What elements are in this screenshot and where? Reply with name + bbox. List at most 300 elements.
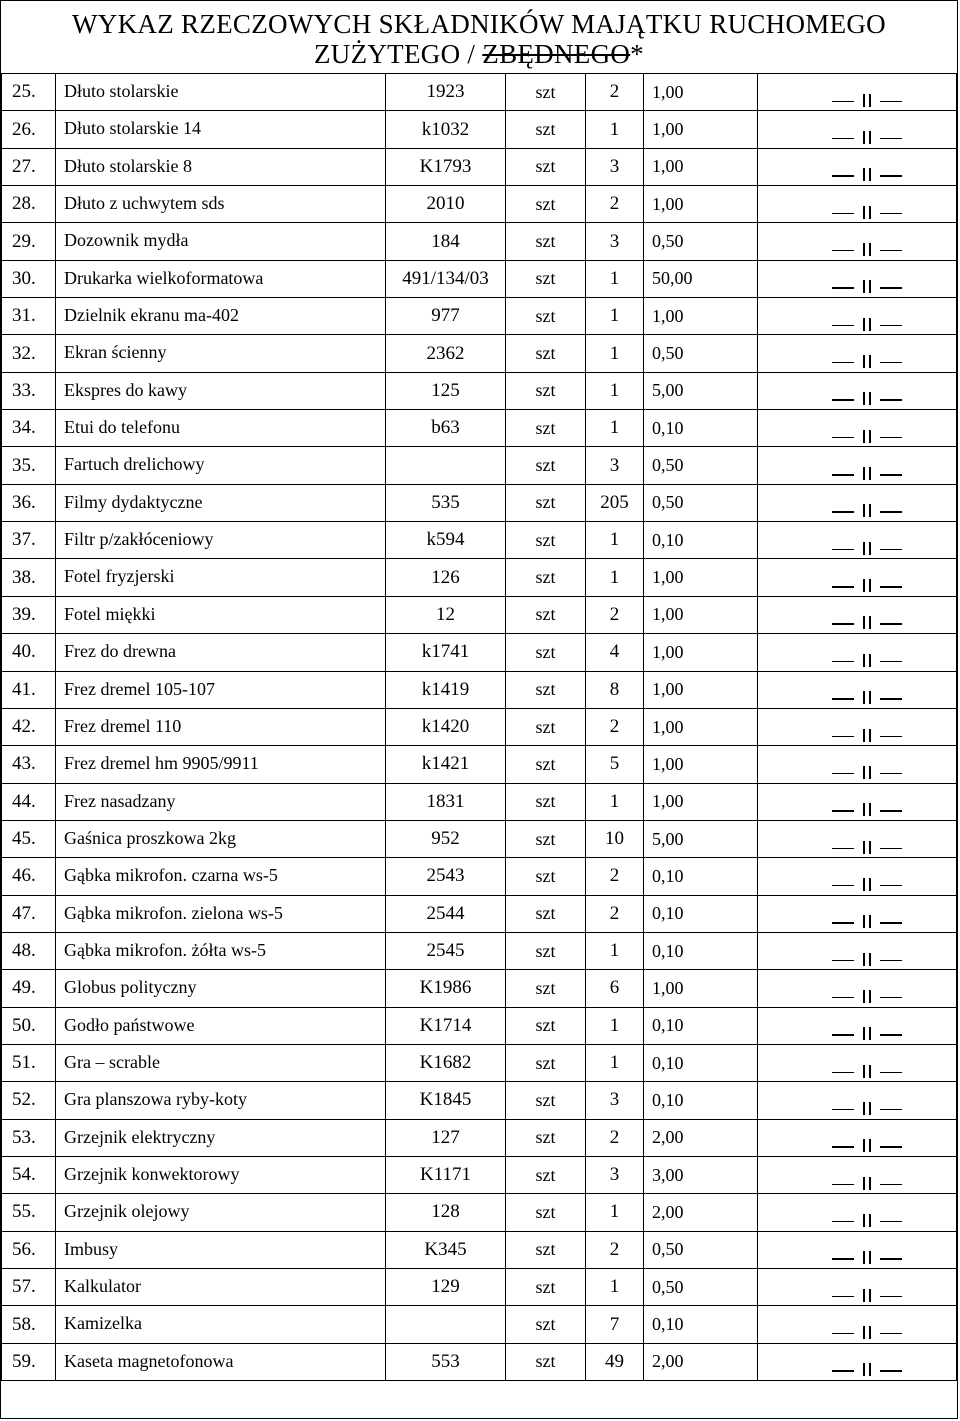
table-row bbox=[2, 410, 957, 447]
inventory-number-cell: k1032 bbox=[386, 111, 506, 148]
inventory-number-cell: 2362 bbox=[386, 335, 506, 372]
value-cell: 2,00 bbox=[644, 1194, 758, 1231]
table-row bbox=[2, 522, 957, 559]
quantity-cell: 1 bbox=[586, 260, 644, 297]
value-cell: 0,10 bbox=[644, 895, 758, 932]
inventory-number-cell: 184 bbox=[386, 223, 506, 260]
row-number-cell: 52. bbox=[2, 1082, 56, 1119]
unit-cell: szt bbox=[506, 522, 586, 559]
unit-cell: szt bbox=[506, 484, 586, 521]
ditto-mark-cell bbox=[758, 111, 957, 148]
ditto-mark bbox=[832, 799, 902, 819]
value-cell: 2,00 bbox=[644, 1119, 758, 1156]
ditto-mark-cell bbox=[758, 1231, 957, 1268]
ditto-mark-cell bbox=[758, 372, 957, 409]
ditto-mark bbox=[832, 612, 902, 632]
ditto-mark bbox=[832, 911, 902, 931]
quantity-cell: 3 bbox=[586, 447, 644, 484]
quantity-cell: 3 bbox=[586, 148, 644, 185]
value-cell: 1,00 bbox=[644, 148, 758, 185]
quantity-cell: 1 bbox=[586, 783, 644, 820]
value-cell: 0,50 bbox=[644, 335, 758, 372]
row-number-cell: 32. bbox=[2, 335, 56, 372]
ditto-mark bbox=[832, 874, 902, 894]
row-number-cell: 42. bbox=[2, 708, 56, 745]
title-prefix: ZUŻYTEGO / bbox=[314, 39, 483, 69]
table-row bbox=[2, 1306, 957, 1343]
ditto-mark bbox=[832, 1210, 902, 1230]
ditto-mark bbox=[832, 949, 902, 969]
item-name-cell: Gra planszowa ryby-koty bbox=[56, 1082, 386, 1119]
asset-table bbox=[1, 73, 957, 1381]
inventory-number-cell: 952 bbox=[386, 820, 506, 857]
unit-cell: szt bbox=[506, 671, 586, 708]
row-number-cell: 58. bbox=[2, 1306, 56, 1343]
quantity-cell: 6 bbox=[586, 970, 644, 1007]
table-row bbox=[2, 970, 957, 1007]
value-cell: 5,00 bbox=[644, 372, 758, 409]
ditto-mark-cell bbox=[758, 522, 957, 559]
row-number-cell: 26. bbox=[2, 111, 56, 148]
row-number-cell: 43. bbox=[2, 746, 56, 783]
inventory-number-cell: 535 bbox=[386, 484, 506, 521]
inventory-number-cell: 491/134/03 bbox=[386, 260, 506, 297]
quantity-cell: 2 bbox=[586, 74, 644, 111]
value-cell: 0,50 bbox=[644, 1269, 758, 1306]
ditto-mark-cell bbox=[758, 148, 957, 185]
ditto-mark-cell bbox=[758, 447, 957, 484]
inventory-number-cell: K1986 bbox=[386, 970, 506, 1007]
item-name-cell: Kalkulator bbox=[56, 1269, 386, 1306]
row-number-cell: 57. bbox=[2, 1269, 56, 1306]
quantity-cell: 3 bbox=[586, 1156, 644, 1193]
unit-cell: szt bbox=[506, 783, 586, 820]
row-number-cell: 41. bbox=[2, 671, 56, 708]
inventory-number-cell: K1793 bbox=[386, 148, 506, 185]
unit-cell: szt bbox=[506, 932, 586, 969]
ditto-mark bbox=[832, 1322, 902, 1342]
item-name-cell: Grzejnik konwektorowy bbox=[56, 1156, 386, 1193]
item-name-cell: Drukarka wielkoformatowa bbox=[56, 260, 386, 297]
unit-cell: szt bbox=[506, 447, 586, 484]
table-row bbox=[2, 447, 957, 484]
inventory-number-cell: K1682 bbox=[386, 1044, 506, 1081]
inventory-number-cell: 2545 bbox=[386, 932, 506, 969]
item-name-cell: Frez dremel 110 bbox=[56, 708, 386, 745]
ditto-mark bbox=[832, 837, 902, 857]
row-number-cell: 34. bbox=[2, 410, 56, 447]
inventory-number-cell: 125 bbox=[386, 372, 506, 409]
table-row bbox=[2, 783, 957, 820]
value-cell: 0,50 bbox=[644, 447, 758, 484]
unit-cell: szt bbox=[506, 1343, 586, 1380]
title-line-2 bbox=[1, 39, 957, 69]
inventory-number-cell: k1741 bbox=[386, 634, 506, 671]
quantity-cell: 1 bbox=[586, 559, 644, 596]
table-row bbox=[2, 858, 957, 895]
inventory-number-cell bbox=[386, 1306, 506, 1343]
item-name-cell: Dłuto stolarskie bbox=[56, 74, 386, 111]
item-name-cell: Fotel miękki bbox=[56, 596, 386, 633]
item-name-cell: Dłuto stolarskie 14 bbox=[56, 111, 386, 148]
unit-cell: szt bbox=[506, 1119, 586, 1156]
inventory-number-cell: K1714 bbox=[386, 1007, 506, 1044]
title-suffix: * bbox=[630, 39, 644, 69]
ditto-mark-cell bbox=[758, 634, 957, 671]
ditto-mark bbox=[832, 1135, 902, 1155]
inventory-number-cell: 127 bbox=[386, 1119, 506, 1156]
item-name-cell: Fotel fryzjerski bbox=[56, 559, 386, 596]
table-row bbox=[2, 820, 957, 857]
ditto-mark bbox=[832, 164, 902, 184]
ditto-mark bbox=[832, 1061, 902, 1081]
quantity-cell: 2 bbox=[586, 596, 644, 633]
inventory-number-cell: k1419 bbox=[386, 671, 506, 708]
value-cell: 2,00 bbox=[644, 1343, 758, 1380]
item-name-cell: Frez dremel 105-107 bbox=[56, 671, 386, 708]
inventory-number-cell: 126 bbox=[386, 559, 506, 596]
row-number-cell: 36. bbox=[2, 484, 56, 521]
item-name-cell: Grzejnik olejowy bbox=[56, 1194, 386, 1231]
inventory-number-cell: 129 bbox=[386, 1269, 506, 1306]
value-cell: 50,00 bbox=[644, 260, 758, 297]
quantity-cell: 49 bbox=[586, 1343, 644, 1380]
ditto-mark-cell bbox=[758, 858, 957, 895]
unit-cell: szt bbox=[506, 1269, 586, 1306]
item-name-cell: Gra – scrable bbox=[56, 1044, 386, 1081]
ditto-mark-cell bbox=[758, 708, 957, 745]
unit-cell: szt bbox=[506, 746, 586, 783]
row-number-cell: 27. bbox=[2, 148, 56, 185]
item-name-cell: Dozownik mydła bbox=[56, 223, 386, 260]
unit-cell: szt bbox=[506, 1007, 586, 1044]
table-row bbox=[2, 1119, 957, 1156]
unit-cell: szt bbox=[506, 634, 586, 671]
table-row bbox=[2, 148, 957, 185]
value-cell: 0,10 bbox=[644, 1306, 758, 1343]
row-number-cell: 50. bbox=[2, 1007, 56, 1044]
inventory-number-cell: 2543 bbox=[386, 858, 506, 895]
value-cell: 1,00 bbox=[644, 596, 758, 633]
ditto-mark-cell bbox=[758, 783, 957, 820]
row-number-cell: 40. bbox=[2, 634, 56, 671]
row-number-cell: 49. bbox=[2, 970, 56, 1007]
table-row bbox=[2, 708, 957, 745]
unit-cell: szt bbox=[506, 858, 586, 895]
quantity-cell: 2 bbox=[586, 186, 644, 223]
item-name-cell: Frez do drewna bbox=[56, 634, 386, 671]
unit-cell: szt bbox=[506, 559, 586, 596]
table-row bbox=[2, 186, 957, 223]
item-name-cell: Dłuto z uchwytem sds bbox=[56, 186, 386, 223]
value-cell: 1,00 bbox=[644, 671, 758, 708]
inventory-number-cell: 1923 bbox=[386, 74, 506, 111]
item-name-cell: Ekspres do kawy bbox=[56, 372, 386, 409]
inventory-number-cell: 2010 bbox=[386, 186, 506, 223]
quantity-cell: 1 bbox=[586, 372, 644, 409]
ditto-mark-cell bbox=[758, 1156, 957, 1193]
unit-cell: szt bbox=[506, 186, 586, 223]
item-name-cell: Filmy dydaktyczne bbox=[56, 484, 386, 521]
value-cell: 1,00 bbox=[644, 74, 758, 111]
quantity-cell: 1 bbox=[586, 410, 644, 447]
inventory-number-cell: K345 bbox=[386, 1231, 506, 1268]
table-row bbox=[2, 1044, 957, 1081]
table-row bbox=[2, 1082, 957, 1119]
quantity-cell: 1 bbox=[586, 1044, 644, 1081]
unit-cell: szt bbox=[506, 895, 586, 932]
quantity-cell: 1 bbox=[586, 1007, 644, 1044]
table-row bbox=[2, 634, 957, 671]
inventory-number-cell: k1420 bbox=[386, 708, 506, 745]
quantity-cell: 2 bbox=[586, 1231, 644, 1268]
row-number-cell: 44. bbox=[2, 783, 56, 820]
table-row bbox=[2, 335, 957, 372]
table-row bbox=[2, 298, 957, 335]
quantity-cell: 1 bbox=[586, 111, 644, 148]
ditto-mark bbox=[832, 538, 902, 558]
item-name-cell: Filtr p/zakłóceniowy bbox=[56, 522, 386, 559]
ditto-mark-cell bbox=[758, 260, 957, 297]
item-name-cell: Frez dremel hm 9905/9911 bbox=[56, 746, 386, 783]
item-name-cell: Grzejnik elektryczny bbox=[56, 1119, 386, 1156]
value-cell: 1,00 bbox=[644, 634, 758, 671]
unit-cell: szt bbox=[506, 970, 586, 1007]
row-number-cell: 25. bbox=[2, 74, 56, 111]
ditto-mark-cell bbox=[758, 1306, 957, 1343]
inventory-number-cell: k594 bbox=[386, 522, 506, 559]
value-cell: 1,00 bbox=[644, 708, 758, 745]
unit-cell: szt bbox=[506, 1194, 586, 1231]
quantity-cell: 4 bbox=[586, 634, 644, 671]
ditto-mark bbox=[832, 1285, 902, 1305]
quantity-cell: 1 bbox=[586, 335, 644, 372]
row-number-cell: 51. bbox=[2, 1044, 56, 1081]
value-cell: 1,00 bbox=[644, 186, 758, 223]
unit-cell: szt bbox=[506, 596, 586, 633]
row-number-cell: 53. bbox=[2, 1119, 56, 1156]
row-number-cell: 54. bbox=[2, 1156, 56, 1193]
row-number-cell: 31. bbox=[2, 298, 56, 335]
ditto-mark-cell bbox=[758, 1269, 957, 1306]
ditto-mark bbox=[832, 239, 902, 259]
item-name-cell: Gąbka mikrofon. zielona ws-5 bbox=[56, 895, 386, 932]
ditto-mark bbox=[832, 762, 902, 782]
quantity-cell: 3 bbox=[586, 1082, 644, 1119]
ditto-mark-cell bbox=[758, 186, 957, 223]
ditto-mark-cell bbox=[758, 1007, 957, 1044]
ditto-mark bbox=[832, 1173, 902, 1193]
quantity-cell: 2 bbox=[586, 895, 644, 932]
row-number-cell: 35. bbox=[2, 447, 56, 484]
value-cell: 5,00 bbox=[644, 820, 758, 857]
ditto-mark-cell bbox=[758, 1044, 957, 1081]
quantity-cell: 2 bbox=[586, 708, 644, 745]
ditto-mark bbox=[832, 127, 902, 147]
value-cell: 1,00 bbox=[644, 111, 758, 148]
ditto-mark bbox=[832, 1098, 902, 1118]
quantity-cell: 8 bbox=[586, 671, 644, 708]
ditto-mark-cell bbox=[758, 335, 957, 372]
ditto-mark bbox=[832, 426, 902, 446]
unit-cell: szt bbox=[506, 708, 586, 745]
row-number-cell: 30. bbox=[2, 260, 56, 297]
value-cell: 1,00 bbox=[644, 559, 758, 596]
ditto-mark-cell bbox=[758, 970, 957, 1007]
value-cell: 1,00 bbox=[644, 783, 758, 820]
item-name-cell: Godło państwowe bbox=[56, 1007, 386, 1044]
inventory-number-cell: 553 bbox=[386, 1343, 506, 1380]
item-name-cell: Kamizelka bbox=[56, 1306, 386, 1343]
row-number-cell: 37. bbox=[2, 522, 56, 559]
item-name-cell: Etui do telefonu bbox=[56, 410, 386, 447]
inventory-number-cell: k1421 bbox=[386, 746, 506, 783]
quantity-cell: 205 bbox=[586, 484, 644, 521]
inventory-number-cell bbox=[386, 447, 506, 484]
ditto-mark-cell bbox=[758, 410, 957, 447]
value-cell: 0,10 bbox=[644, 858, 758, 895]
table-row bbox=[2, 1194, 957, 1231]
unit-cell: szt bbox=[506, 1156, 586, 1193]
document-title bbox=[1, 1, 957, 73]
unit-cell: szt bbox=[506, 1044, 586, 1081]
table-row bbox=[2, 1156, 957, 1193]
value-cell: 0,10 bbox=[644, 1044, 758, 1081]
ditto-mark bbox=[832, 276, 902, 296]
table-row bbox=[2, 1269, 957, 1306]
row-number-cell: 38. bbox=[2, 559, 56, 596]
inventory-number-cell: 977 bbox=[386, 298, 506, 335]
value-cell: 1,00 bbox=[644, 970, 758, 1007]
ditto-mark bbox=[832, 351, 902, 371]
ditto-mark-cell bbox=[758, 74, 957, 111]
ditto-mark bbox=[832, 90, 902, 110]
ditto-mark bbox=[832, 575, 902, 595]
table-row bbox=[2, 260, 957, 297]
title-struck-word: ZBĘDNEGO bbox=[482, 39, 631, 69]
table-row bbox=[2, 559, 957, 596]
quantity-cell: 2 bbox=[586, 858, 644, 895]
table-row bbox=[2, 1007, 957, 1044]
value-cell: 1,00 bbox=[644, 746, 758, 783]
unit-cell: szt bbox=[506, 260, 586, 297]
inventory-number-cell: b63 bbox=[386, 410, 506, 447]
ditto-mark-cell bbox=[758, 746, 957, 783]
table-row bbox=[2, 74, 957, 111]
unit-cell: szt bbox=[506, 372, 586, 409]
unit-cell: szt bbox=[506, 820, 586, 857]
unit-cell: szt bbox=[506, 410, 586, 447]
unit-cell: szt bbox=[506, 1082, 586, 1119]
row-number-cell: 47. bbox=[2, 895, 56, 932]
ditto-mark bbox=[832, 463, 902, 483]
value-cell: 1,00 bbox=[644, 298, 758, 335]
ditto-mark bbox=[832, 500, 902, 520]
item-name-cell: Gąbka mikrofon. żółta ws-5 bbox=[56, 932, 386, 969]
unit-cell: szt bbox=[506, 111, 586, 148]
table-row bbox=[2, 1343, 957, 1380]
ditto-mark-cell bbox=[758, 1082, 957, 1119]
table-row bbox=[2, 671, 957, 708]
quantity-cell: 10 bbox=[586, 820, 644, 857]
table-row bbox=[2, 111, 957, 148]
ditto-mark-cell bbox=[758, 1119, 957, 1156]
unit-cell: szt bbox=[506, 1306, 586, 1343]
item-name-cell: Frez nasadzany bbox=[56, 783, 386, 820]
row-number-cell: 39. bbox=[2, 596, 56, 633]
value-cell: 0,50 bbox=[644, 1231, 758, 1268]
asset-table-body bbox=[2, 74, 957, 1381]
value-cell: 0,50 bbox=[644, 223, 758, 260]
ditto-mark bbox=[832, 650, 902, 670]
title-line-1: WYKAZ RZECZOWYCH SKŁADNIKÓW MAJĄTKU RUCHOMEGO bbox=[72, 9, 886, 39]
quantity-cell: 1 bbox=[586, 1269, 644, 1306]
value-cell: 0,10 bbox=[644, 410, 758, 447]
quantity-cell: 1 bbox=[586, 522, 644, 559]
ditto-mark bbox=[832, 687, 902, 707]
row-number-cell: 46. bbox=[2, 858, 56, 895]
value-cell: 3,00 bbox=[644, 1156, 758, 1193]
item-name-cell: Gąbka mikrofon. czarna ws-5 bbox=[56, 858, 386, 895]
row-number-cell: 55. bbox=[2, 1194, 56, 1231]
row-number-cell: 28. bbox=[2, 186, 56, 223]
quantity-cell: 2 bbox=[586, 1119, 644, 1156]
ditto-mark bbox=[832, 725, 902, 745]
ditto-mark-cell bbox=[758, 820, 957, 857]
item-name-cell: Fartuch drelichowy bbox=[56, 447, 386, 484]
table-row bbox=[2, 746, 957, 783]
unit-cell: szt bbox=[506, 298, 586, 335]
inventory-number-cell: K1845 bbox=[386, 1082, 506, 1119]
table-row bbox=[2, 223, 957, 260]
row-number-cell: 48. bbox=[2, 932, 56, 969]
item-name-cell: Globus polityczny bbox=[56, 970, 386, 1007]
ditto-mark-cell bbox=[758, 1343, 957, 1380]
ditto-mark-cell bbox=[758, 559, 957, 596]
item-name-cell: Dłuto stolarskie 8 bbox=[56, 148, 386, 185]
value-cell: 0,10 bbox=[644, 932, 758, 969]
ditto-mark bbox=[832, 1247, 902, 1267]
quantity-cell: 7 bbox=[586, 1306, 644, 1343]
item-name-cell: Imbusy bbox=[56, 1231, 386, 1268]
unit-cell: szt bbox=[506, 74, 586, 111]
quantity-cell: 1 bbox=[586, 1194, 644, 1231]
table-row bbox=[2, 932, 957, 969]
unit-cell: szt bbox=[506, 335, 586, 372]
ditto-mark bbox=[832, 314, 902, 334]
unit-cell: szt bbox=[506, 223, 586, 260]
table-row bbox=[2, 372, 957, 409]
unit-cell: szt bbox=[506, 1231, 586, 1268]
ditto-mark bbox=[832, 202, 902, 222]
quantity-cell: 1 bbox=[586, 932, 644, 969]
ditto-mark bbox=[832, 986, 902, 1006]
ditto-mark-cell bbox=[758, 298, 957, 335]
table-row bbox=[2, 484, 957, 521]
ditto-mark-cell bbox=[758, 484, 957, 521]
row-number-cell: 59. bbox=[2, 1343, 56, 1380]
ditto-mark-cell bbox=[758, 932, 957, 969]
item-name-cell: Gaśnica proszkowa 2kg bbox=[56, 820, 386, 857]
inventory-number-cell: 1831 bbox=[386, 783, 506, 820]
table-row bbox=[2, 596, 957, 633]
ditto-mark-cell bbox=[758, 223, 957, 260]
row-number-cell: 56. bbox=[2, 1231, 56, 1268]
item-name-cell: Kaseta magnetofonowa bbox=[56, 1343, 386, 1380]
inventory-number-cell: 2544 bbox=[386, 895, 506, 932]
ditto-mark bbox=[832, 388, 902, 408]
quantity-cell: 1 bbox=[586, 298, 644, 335]
